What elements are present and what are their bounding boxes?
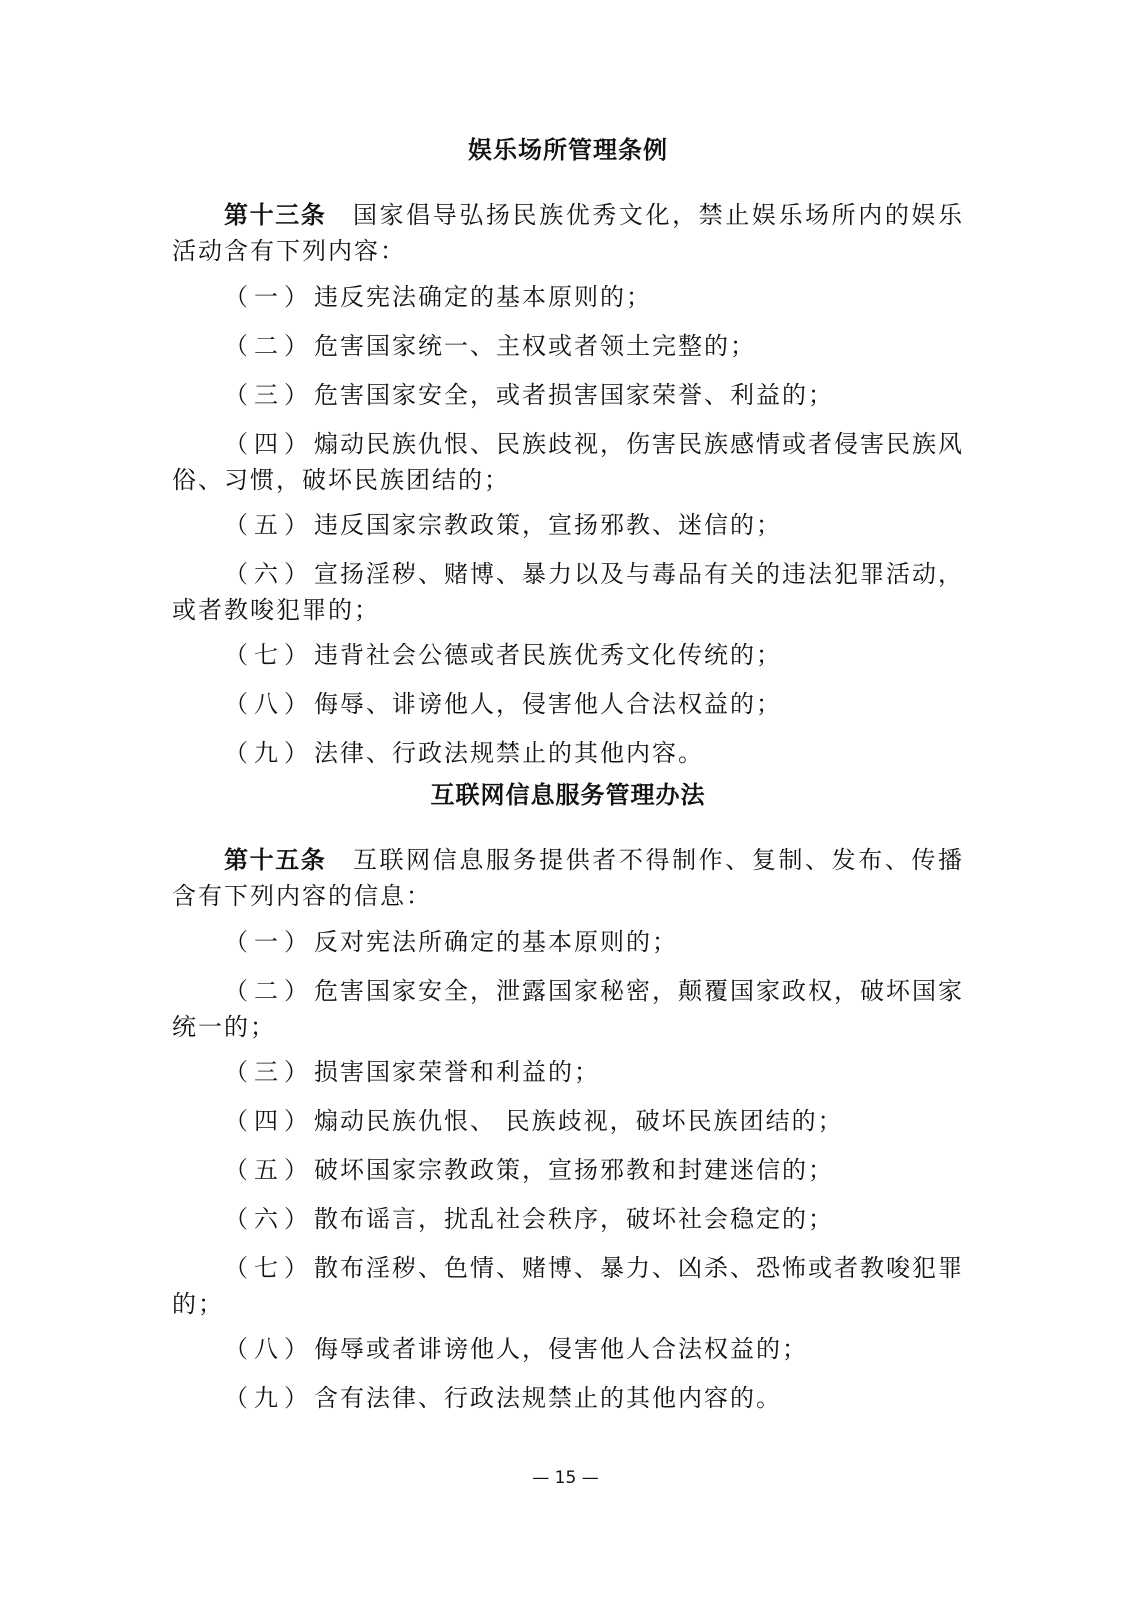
article-paragraph [172, 197, 964, 269]
item-text: 危害国家安全，泄露国家秘密，颠覆国家政权，破坏国家统一的； [172, 977, 964, 1041]
list-item [172, 735, 964, 771]
list-item [172, 924, 964, 960]
article-text: 国家倡导弘扬民族优秀文化，禁止娱乐场所内的娱乐活动含有下列内容： [172, 201, 965, 265]
article-text: 互联网信息服务提供者不得制作、复制、发布、传播含有下列内容的信息： [172, 846, 965, 910]
item-text: 损害国家荣誉和利益的； [314, 1058, 600, 1086]
item-number: （四） [224, 430, 314, 458]
section-internet-info-measures [172, 775, 964, 1429]
item-text: 含有法律、行政法规禁止的其他内容的。 [314, 1384, 782, 1412]
item-text: 违反国家宗教政策，宣扬邪教、迷信的； [314, 511, 782, 539]
item-text: 宣扬淫秽、赌博、暴力以及与毒品有关的违法犯罪活动，或者教唆犯罪的； [172, 560, 964, 624]
page-number: — 15 — [532, 1468, 599, 1488]
list-item [172, 1103, 964, 1139]
item-number: （八） [224, 1335, 314, 1363]
item-text: 法律、行政法规禁止的其他内容。 [314, 739, 704, 767]
item-number: （五） [224, 511, 314, 539]
item-number: （三） [224, 381, 314, 409]
article-paragraph [172, 842, 964, 914]
item-number: （二） [224, 977, 314, 1005]
list-item [172, 507, 964, 543]
item-number: （四） [224, 1107, 314, 1135]
list-item [172, 637, 964, 673]
list-item [172, 279, 964, 315]
item-text: 违背社会公德或者民族优秀文化传统的； [314, 641, 782, 669]
list-item [172, 973, 964, 1045]
item-number: （一） [224, 283, 314, 311]
list-item [172, 1152, 964, 1188]
item-number: （六） [224, 560, 314, 588]
list-item [172, 556, 964, 628]
item-text: 反对宪法所确定的基本原则的； [314, 928, 678, 956]
item-number: （六） [224, 1205, 314, 1233]
item-text: 煽动民族仇恨、民族歧视，伤害民族感情或者侵害民族风俗、习惯，破坏民族团结的； [172, 430, 964, 494]
item-number: （七） [224, 1254, 314, 1282]
list-item [172, 377, 964, 413]
item-number: （八） [224, 690, 314, 718]
item-text: 违反宪法确定的基本原则的； [314, 283, 652, 311]
list-item [172, 1201, 964, 1237]
list-item [172, 686, 964, 722]
item-number: （三） [224, 1058, 314, 1086]
list-item [172, 1054, 964, 1090]
section-title: 互联网信息服务管理办法 [430, 781, 706, 809]
item-text: 危害国家安全，或者损害国家荣誉、利益的； [314, 381, 834, 409]
article-number: 第十三条 [224, 201, 327, 229]
item-number: （五） [224, 1156, 314, 1184]
item-number: （九） [224, 1384, 314, 1412]
item-number: （二） [224, 332, 314, 360]
list-item [172, 1380, 964, 1416]
item-number: （七） [224, 641, 314, 669]
item-text: 散布淫秽、色情、赌博、暴力、凶杀、恐怖或者教唆犯罪的； [172, 1254, 964, 1318]
list-item [172, 1331, 964, 1367]
section-entertainment-regulations [172, 130, 964, 784]
list-item [172, 328, 964, 364]
item-text: 散布谣言，扰乱社会秩序，破坏社会稳定的； [314, 1205, 834, 1233]
section-title: 娱乐场所管理条例 [468, 136, 668, 164]
item-text: 破坏国家宗教政策，宣扬邪教和封建迷信的； [314, 1156, 834, 1184]
item-text: 侮辱或者诽谤他人，侵害他人合法权益的； [314, 1335, 808, 1363]
item-number: （一） [224, 928, 314, 956]
item-number: （九） [224, 739, 314, 767]
item-text: 侮辱、诽谤他人，侵害他人合法权益的； [314, 690, 782, 718]
item-text: 煽动民族仇恨、 民族歧视，破坏民族团结的； [314, 1107, 844, 1135]
item-text: 危害国家统一、主权或者领土完整的； [314, 332, 756, 360]
article-number: 第十五条 [224, 846, 327, 874]
list-item [172, 1250, 964, 1322]
list-item [172, 426, 964, 498]
